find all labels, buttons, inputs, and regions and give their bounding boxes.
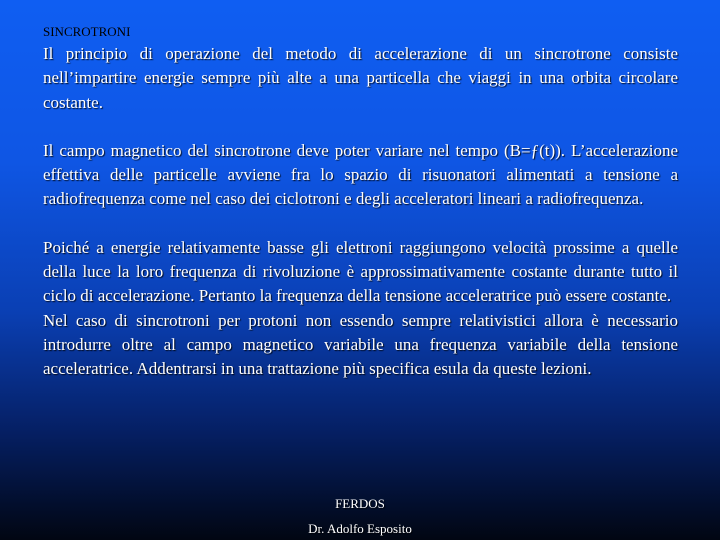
paragraph-electrons: Poiché a energie relativamente basse gli elettroni raggiungono velocità prossime a quelle della luce la loro frequenza di rivoluzione è approssimativamente costante durante tutto il ciclo di accelerazione. Pertanto la frequenza della tensione acceleratrice può essere costante. (43, 237, 678, 306)
footer-organization: FERDOS (335, 496, 385, 511)
paragraph-spacer (43, 115, 678, 139)
paragraph-magnetic-field: Il campo magnetico del sincrotrone deve poter variare nel tempo (B=ƒ(t)). L’accelerazione effettiva delle particelle avviene fra lo spazio di risuonatori alimentati a tensione a radiofrequenza come nel caso dei ciclotroni e degli acceleratori lineari a radiofrequenza. (43, 140, 678, 209)
paragraph-protons: Nel caso di sincrotroni per protoni non essendo sempre relativistici allora è necessario introdurre oltre al campo magnetico variabile una frequenza variabile della tensione acceleratrice. Addentrarsi in una trattazione più specifica esula da queste lezioni. (43, 310, 678, 379)
paragraph-spacer (43, 212, 678, 236)
slide-title: SINCROTRONI (43, 24, 131, 39)
slide-content (43, 42, 678, 382)
footer-author: Dr. Adolfo Esposito (308, 521, 412, 536)
paragraph-principle: Il principio di operazione del metodo di accelerazione di un sincrotrone consiste nell’impartire energie sempre più alte a una particella che viaggi in una orbita circolare costante. (43, 44, 678, 112)
